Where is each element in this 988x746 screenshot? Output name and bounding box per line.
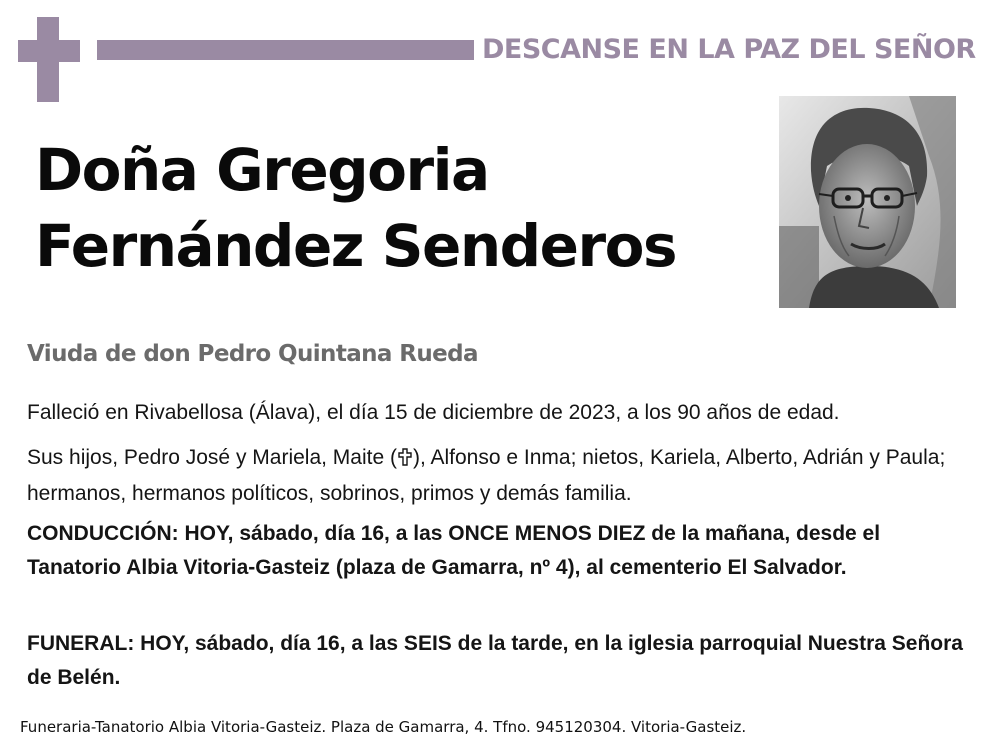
cross-icon-horizontal	[18, 40, 80, 62]
portrait-photo	[779, 96, 956, 308]
widow-subtitle: Viuda de don Pedro Quintana Rueda	[27, 341, 478, 367]
funeral-home-footer: Funeraria-Tanatorio Albia Vitoria-Gasteiz. Plaza de Gamarra, 4. Tfno. 945120304. Vitoria-Gasteiz.	[20, 718, 747, 736]
family-text-start: Sus hijos, Pedro José y Mariela, Maite (	[27, 446, 397, 469]
small-cross-icon	[398, 443, 412, 477]
header-divider-bar	[97, 40, 474, 60]
family-text-end: ), Alfonso e Inma; nietos, Kariela, Alberto, Adrián y Paula; hermanos, hermanos políticos, sobrinos, primos y demás familia.	[27, 446, 946, 505]
death-notice: Falleció en Rivabellosa (Álava), el día 15 de diciembre de 2023, a los 90 años de edad.	[27, 401, 840, 424]
header-title: DESCANSE EN LA PAZ DEL SEÑOR	[482, 34, 976, 65]
funeral-paragraph: FUNERAL: HOY, sábado, día 16, a las SEIS de la tarde, en la iglesia parroquial Nuestra Señora de Belén.	[27, 632, 963, 689]
deceased-name-line2: Fernández Senderos	[35, 212, 676, 280]
deceased-name	[35, 132, 765, 284]
deceased-name-line1: Doña Gregoria	[35, 136, 489, 204]
family-paragraph	[27, 441, 967, 511]
conduccion-paragraph: CONDUCCIÓN: HOY, sábado, día 16, a las ONCE MENOS DIEZ de la mañana, desde el Tanatorio Albia Vitoria-Gasteiz (plaza de Gamarra, nº 4), al cementerio El Salvador.	[27, 522, 881, 579]
